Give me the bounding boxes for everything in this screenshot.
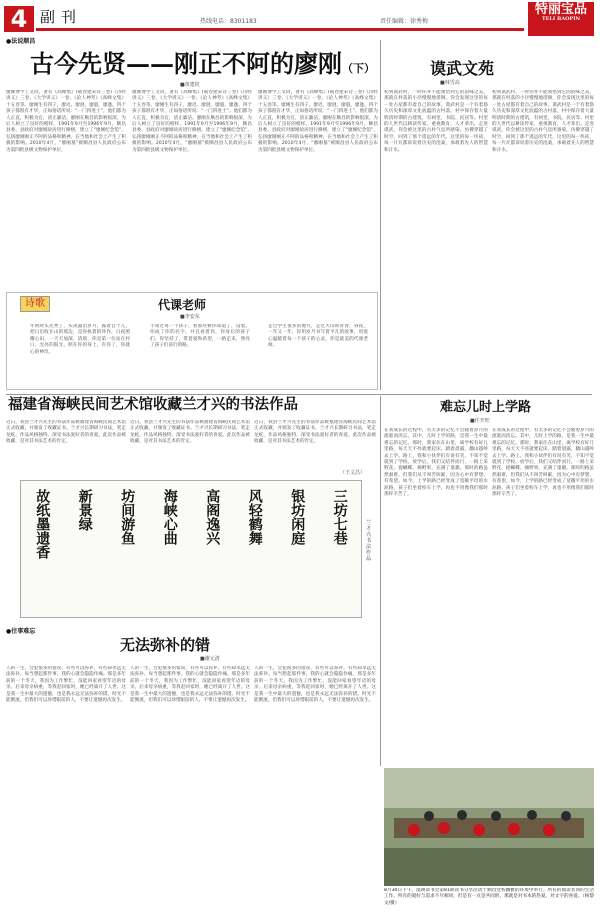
calligraphy-column: 故纸墨遗香: [34, 489, 51, 559]
section-title: 副刊: [40, 8, 83, 26]
article5-body: 人的一生，会犯很多的错误，有些可以弥补，有些却永远无法弥补。每当想起那件事，我的心就会隐隐作痛。那是多年前的一个冬天，我因为工作繁忙，没能回家看望年迈的母亲。后来母亲病重，等我赶回家时，她已经离开了人世。这是我一生中最大的遗憾，也是我永远无法弥补的错。时光不能倒流，但我们可以珍惜眼前的人，不要让遗憾再次发生。: [6, 666, 126, 704]
calligraphy-column: 高阁逸兴: [204, 489, 221, 545]
poetry-badge: 诗歌: [20, 296, 50, 312]
poem-title: 代课老师: [158, 298, 207, 312]
header-rule: [36, 28, 524, 31]
poem-author: ■李安东: [180, 314, 200, 320]
article4-body-col2: 在我成长的过程中，有太多的记忆不会随着岁月的流逝而淡忘。其中，儿时上学的路，是我一生中最难忘的记忆。那时，我家住在山里，离学校有好几里路，每天天不亮就要起床，踏着晨露，翻山越岭去上学。路上，我和小伙伴们有说有笑，不知不觉就到了学校。放学后，我们又结伴而行，一路上采野花、捉蝴蝶、摘野果，充满了童趣。那时的路虽然艰难，但我们从不叫苦叫累，因为心中有梦想，有希望。如今，上学的路已经变成了宽敞平坦的水泥路，孩子们坐着校车上学，再也不用像我们那时那样辛苦了。: [492, 428, 594, 498]
article3-body-col3: 近日，我县兰才兴先生的书法作品被福建省海峡民间艺术馆正式收藏，并颁发了收藏证书。兰才兴长期研习书法，笔走龙蛇，作品风格独特，深受书法爱好者的喜爱。此次作品被收藏，是对其书法艺术的肯定。: [254, 420, 376, 445]
article-body-col2: 廖刚博学工文词，著有《高峰集》(载卷建宋诗三卷)《诗经讲义》三卷，《大学讲义》一卷、《论人神考》《高峰文集》十五卷等。廖刚生有四子，廖迟、廖迥、廖遐、廖逢。四个孩子都很有才华，正如俗话所说：“一门四进士”。他们都为人正直，积极为官，清正廉洁。廖刚在顺昌的影响很深，为后人树立了良好的榜样。1991年9月至1996年9月，顺昌县委、县政府对廖刚故居进行修缮，建立了“廖刚纪念馆”，弘扬廖刚刚正不阿的品格和精神，在当地和社会上产生了积极的影响。2010年4月，“廖刚墓”被顺昌县人民政府公布为第四批县级文物保护单位。: [132, 90, 252, 153]
editor-line: 责任编辑：徐秀梅: [380, 18, 429, 25]
calligraphy-caption: 兰才兴书法作品: [366, 520, 372, 562]
article4-author: ■任开旺: [470, 418, 490, 424]
calligraphy-column: 三坊七巷: [331, 489, 348, 545]
article4-body: 在我成长的过程中，有太多的记忆不会随着岁月的流逝而淡忘。其中，儿时上学的路，是我一生中最难忘的记忆。那时，我家住在山里，离学校有好几里路，每天天不亮就要起床，踏着晨露，翻山越岭去上学。路上，我和小伙伴们有说有笑，不知不觉就到了学校。放学后，我们又结伴而行，一路上采野花、捉蝴蝶、摘野果，充满了童趣。那时的路虽然艰难，但我们从不叫苦叫累，因为心中有梦想，有希望。如今，上学的路已经变成了宽敞平坦的水泥路，孩子们坐着校车上学，再也不用像我们那时那样辛苦了。: [384, 428, 488, 498]
article5-author: ■谢元清: [200, 656, 220, 662]
article4-title: 难忘儿时上学路: [440, 400, 532, 415]
article2-author: ■林雪高: [440, 80, 460, 86]
divider: [6, 394, 592, 395]
hotline: 热线电话：8301183: [200, 18, 257, 25]
article2-title: 谟武文苑: [430, 59, 495, 78]
poem-col1: 年初时头先秃了，头顶露出岁月，露着自个儿，把日出收在山的那边，是你执着的坏作，日夜照耀心田，一天天加深，清晨，你是第一位站在村口，光亮的阳光，照在你的身上，有你了，你就心的神奇。: [30, 324, 130, 355]
photo-illustration: [384, 768, 594, 886]
article2-body: 初到谟武村，一时你并不能领悟到它的韵味之美，那就在村落的小径慢慢地徘徊，你会发现这里的每一处古屋都有着自己的故事。谟武村是一个有着悠久历史和深厚文化底蕴的古村落，村中保存着大量明清时期的古建筑，有祠堂、书院、民居等。村里的人世代以耕读传家，重视教育，人才辈出。走进谟武，你会被这里的古朴气息所感染，仿佛穿越了时空，回到了那个遥远的年代。这里的每一块砖、每一片瓦都诉说着历史的沧桑，承载着先人的智慧和汗水。: [384, 90, 488, 153]
article-author: ■黄建钦: [180, 82, 200, 88]
column-tag: ●法说顺昌: [6, 38, 36, 45]
article5-body-col3: 人的一生，会犯很多的错误，有些可以弥补，有些却永远无法弥补。每当想起那件事，我的心就会隐隐作痛。那是多年前的一个冬天，我因为工作繁忙，没能回家看望年迈的母亲。后来母亲病重，等我赶回家时，她已经离开了人世。这是我一生中最大的遗憾，也是我永远无法弥补的错。时光不能倒流，但我们可以珍惜眼前的人，不要让遗憾再次发生。: [254, 666, 376, 704]
article3-sign: （王文昌）: [340, 470, 366, 476]
event-photo: [384, 768, 594, 886]
page-number: 4: [4, 6, 34, 32]
article3-title: 福建省海峡民间艺术馆收藏兰才兴的书法作品: [8, 396, 298, 413]
article2-body-col2: 初到谟武村，一时你并不能领悟到它的韵味之美，那就在村落的小径慢慢地徘徊，你会发现这里的每一处古屋都有着自己的故事。谟武村是一个有着悠久历史和深厚文化底蕴的古村落，村中保存着大量明清时期的古建筑，有祠堂、书院、民居等。村里的人世代以耕读传家，重视教育，人才辈出。走进谟武，你会被这里的古朴气息所感染，仿佛穿越了时空，回到了那个遥远的年代。这里的每一块砖、每一片瓦都诉说着历史的沧桑，承载着先人的智慧和汗水。: [492, 90, 594, 153]
poem-col2: 不知过每一个孩子，看那些被你知道了，设着，你成了你的名字，并且看着你，你身后的孩子们，你坚持了，带着爱和希望，一路走来，照亮了孩子们前行的路。: [150, 324, 250, 349]
brand-logo: 特丽宝品 TELI BAOPIN: [528, 2, 594, 36]
calligraphy-column: 新景绿: [76, 489, 93, 531]
poem-col3: 走过学生很多的地方，走过大山和青春，昼夜，一年又一年，你用岁月书写着平凡的故事，用爱心温暖着每一个孩子的心灵，你是最美的代课老师。: [268, 324, 368, 349]
column-rule-2: [380, 396, 381, 766]
calligraphy-column: 风轻鹤舞: [246, 489, 263, 545]
calligraphy-column: 坊间游鱼: [119, 489, 136, 545]
photo-caption: 8月30日下午，漠洲读书会第81期读书分享活动于顺昌党校幽雅的环境中举行。所有的阅读者同的生活工作、所有的爱好与追求不尽相同，但是有一点是共同的，那就是对书本的热爱、对文字的喜爱。（杨黎 文/摄）: [384, 888, 594, 906]
article-body: 廖刚博学工文词，著有《高峰集》(载卷建宋诗三卷)《诗经讲义》三卷，《大学讲义》一卷、《论人神考》《高峰文集》十五卷等。廖刚生有四子，廖迟、廖迥、廖遐、廖逢。四个孩子都很有才华，正如俗话所说：“一门四进士”。他们都为人正直，积极为官，清正廉洁。廖刚在顺昌的影响很深，为后人树立了良好的榜样。1991年9月至1996年9月，顺昌县委、县政府对廖刚故居进行修缮，建立了“廖刚纪念馆”，弘扬廖刚刚正不阿的品格和精神，在当地和社会上产生了积极的影响。2010年4月，“廖刚墓”被顺昌县人民政府公布为第四批县级文物保护单位。: [6, 90, 126, 153]
article3-body-col2: 近日，我县兰才兴先生的书法作品被福建省海峡民间艺术馆正式收藏，并颁发了收藏证书。兰才兴长期研习书法，笔走龙蛇，作品风格独特，深受书法爱好者的喜爱。此次作品被收藏，是对其书法艺术的肯定。: [130, 420, 250, 445]
article-title: 古今先贤——刚正不阿的廖刚（下）: [30, 49, 375, 78]
article5-body-col2: 人的一生，会犯很多的错误，有些可以弥补，有些却永远无法弥补。每当想起那件事，我的心就会隐隐作痛。那是多年前的一个冬天，我因为工作繁忙，没能回家看望年迈的母亲。后来母亲病重，等我赶回家时，她已经离开了人世。这是我一生中最大的遗憾，也是我永远无法弥补的错。时光不能倒流，但我们可以珍惜眼前的人，不要让遗憾再次发生。: [130, 666, 250, 704]
article3-body: 近日，我县兰才兴先生的书法作品被福建省海峡民间艺术馆正式收藏，并颁发了收藏证书。兰才兴长期研习书法，笔走龙蛇，作品风格独特，深受书法爱好者的喜爱。此次作品被收藏，是对其书法艺术的肯定。: [6, 420, 126, 445]
calligraphy-column: 海峡心曲: [161, 489, 178, 545]
column-tag-2: ●往事难忘: [6, 628, 36, 635]
column-rule: [380, 40, 381, 390]
calligraphy-artwork: [20, 480, 362, 618]
article-body-col3: 廖刚博学工文词，著有《高峰集》(载卷建宋诗三卷)《诗经讲义》三卷，《大学讲义》一卷、《论人神考》《高峰文集》十五卷等。廖刚生有四子，廖迟、廖迥、廖遐、廖逢。四个孩子都很有才华，正如俗话所说：“一门四进士”。他们都为人正直，积极为官，清正廉洁。廖刚在顺昌的影响很深，为后人树立了良好的榜样。1991年9月至1996年9月，顺昌县委、县政府对廖刚故居进行修缮，建立了“廖刚纪念馆”，弘扬廖刚刚正不阿的品格和精神，在当地和社会上产生了积极的影响。2010年4月，“廖刚墓”被顺昌县人民政府公布为第四批县级文物保护单位。: [258, 90, 378, 153]
article5-title: 无法弥补的错: [120, 636, 211, 654]
calligraphy-column: 银坊闲庭: [289, 489, 306, 545]
